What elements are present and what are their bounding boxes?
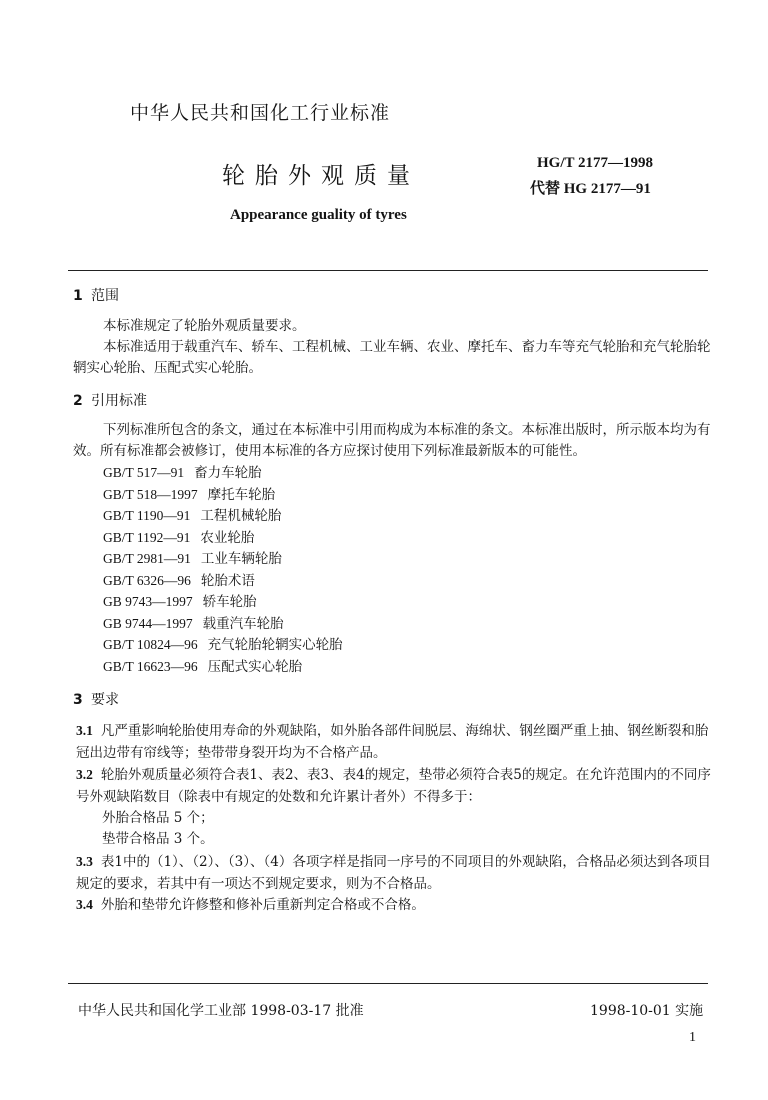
clause-3-3-number: 3.3: [76, 854, 93, 869]
clause-3-4-text: 外胎和垫带允许修整和修补后重新判定合格或不合格。: [100, 897, 425, 913]
clause-3-4: [76, 894, 716, 917]
page-number: 1: [689, 1030, 696, 1045]
list-item: [103, 613, 343, 635]
ref-code: GB/T 6326—96: [103, 572, 191, 588]
section-2-heading: [73, 390, 147, 410]
footer-divider: [68, 983, 708, 984]
header-divider: [68, 270, 708, 271]
section-2-number: 2: [73, 393, 83, 409]
clause-3-2-tire-limit: 外胎合格品 5 个；: [102, 810, 214, 826]
ref-name: 压配式实心轮胎: [207, 658, 303, 675]
ref-name: 轮胎术语: [200, 572, 255, 589]
english-title: Appearance guality of tyres: [230, 207, 407, 223]
document-title: 轮胎外观质量: [222, 163, 420, 189]
ref-code: GB 9743—1997: [103, 594, 193, 609]
list-item: [103, 484, 343, 506]
ref-name: 摩托车轮胎: [207, 486, 276, 503]
ref-name: 载重汽车轮胎: [202, 615, 284, 632]
section-1-paragraph-1: 本标准规定了轮胎外观质量要求。: [103, 318, 306, 334]
ref-code: GB 9744—1997: [103, 615, 193, 631]
replaces-standard: 代替 HG 2177—91: [530, 181, 651, 197]
ref-code: GB/T 16623—96: [103, 658, 198, 674]
list-item: [103, 527, 343, 549]
list-item: [103, 462, 343, 484]
clause-3-2-text: 轮胎外观质量必须符合表1、表2、表3、表4的规定，垫带必须符合表5的规定。在允许范围内的不同序号外观缺陷数目（除表中有规定的处数和允许累计者外）不得多于：: [76, 767, 711, 805]
ref-name: 畜力车轮胎: [194, 465, 262, 481]
clause-3-1-text: 凡严重影响轮胎使用寿命的外观缺陷，如外胎各部件间脱层、海绵状、钢丝圈严重上抽、钢丝断裂和胎冠出边带有帘线等；垫带带身裂开均为不合格产品。: [76, 723, 709, 761]
section-2-title: 引用标准: [91, 393, 147, 409]
list-item: [103, 591, 343, 613]
clause-3-2-flap-limit: 垫带合格品 3 个。: [102, 831, 214, 847]
list-item: [103, 570, 343, 592]
ref-name: 工业车辆轮胎: [200, 551, 282, 567]
list-item: [103, 505, 343, 527]
clause-3-3: [76, 851, 716, 895]
section-1-title: 范围: [91, 288, 119, 304]
ref-code: GB/T 10824—96: [103, 637, 198, 652]
list-item: [103, 656, 343, 678]
clause-3-1-number: 3.1: [76, 723, 93, 738]
clause-3-1: [76, 720, 716, 764]
list-item: [103, 634, 343, 656]
section-1-number: 1: [73, 288, 83, 304]
ref-code: GB/T 1190—91: [103, 508, 191, 523]
clause-3-4-number: 3.4: [76, 897, 93, 912]
section-2-intro: 下列标准所包含的条文，通过在本标准中引用而构成为本标准的条文。本标准出版时，所示版本均为有效。所有标准都会被修订，使用本标准的各方应探讨使用下列标准最新版本的可能性。: [73, 422, 711, 459]
ref-name: 工程机械轮胎: [200, 508, 282, 524]
ref-code: GB/T 517—91: [103, 465, 185, 480]
list-item: [103, 548, 343, 570]
section-3-title: 要求: [91, 692, 119, 708]
section-3-heading: [73, 689, 119, 709]
ref-code: GB/T 518—1997: [103, 486, 198, 502]
section-1-paragraph-2: 本标准适用于载重汽车、轿车、工程机械、工业车辆、农业、摩托车、畜力车等充气轮胎和充气轮胎轮辋实心轮胎、压配式实心轮胎。: [73, 339, 711, 376]
implementation-date: 1998-10-01 实施: [590, 1003, 704, 1019]
standard-code: HG/T 2177—1998: [537, 155, 653, 171]
ref-name: 农业轮胎: [200, 529, 255, 546]
standard-organization: 中华人民共和国化工行业标准: [130, 102, 391, 124]
clause-3-3-text: 表1中的（1）、（2）、（3）、（4）各项字样是指同一序号的不同项目的外观缺陷，合格品必须达到各项目规定的要求，若其中有一项达不到规定要求，则为不合格品。: [76, 854, 711, 892]
clause-3-2: [76, 764, 716, 808]
ref-name: 充气轮胎轮辋实心轮胎: [207, 637, 343, 653]
referenced-standards-list: [103, 462, 343, 677]
section-3-number: 3: [73, 692, 83, 708]
section-1-heading: [73, 285, 119, 305]
ref-code: GB/T 1192—91: [103, 529, 191, 545]
ref-name: 轿车轮胎: [202, 594, 257, 610]
ref-code: GB/T 2981—91: [103, 551, 191, 566]
approval-line: 中华人民共和国化学工业部 1998-03-17 批准: [78, 1003, 364, 1019]
clause-3-2-number: 3.2: [76, 767, 93, 782]
